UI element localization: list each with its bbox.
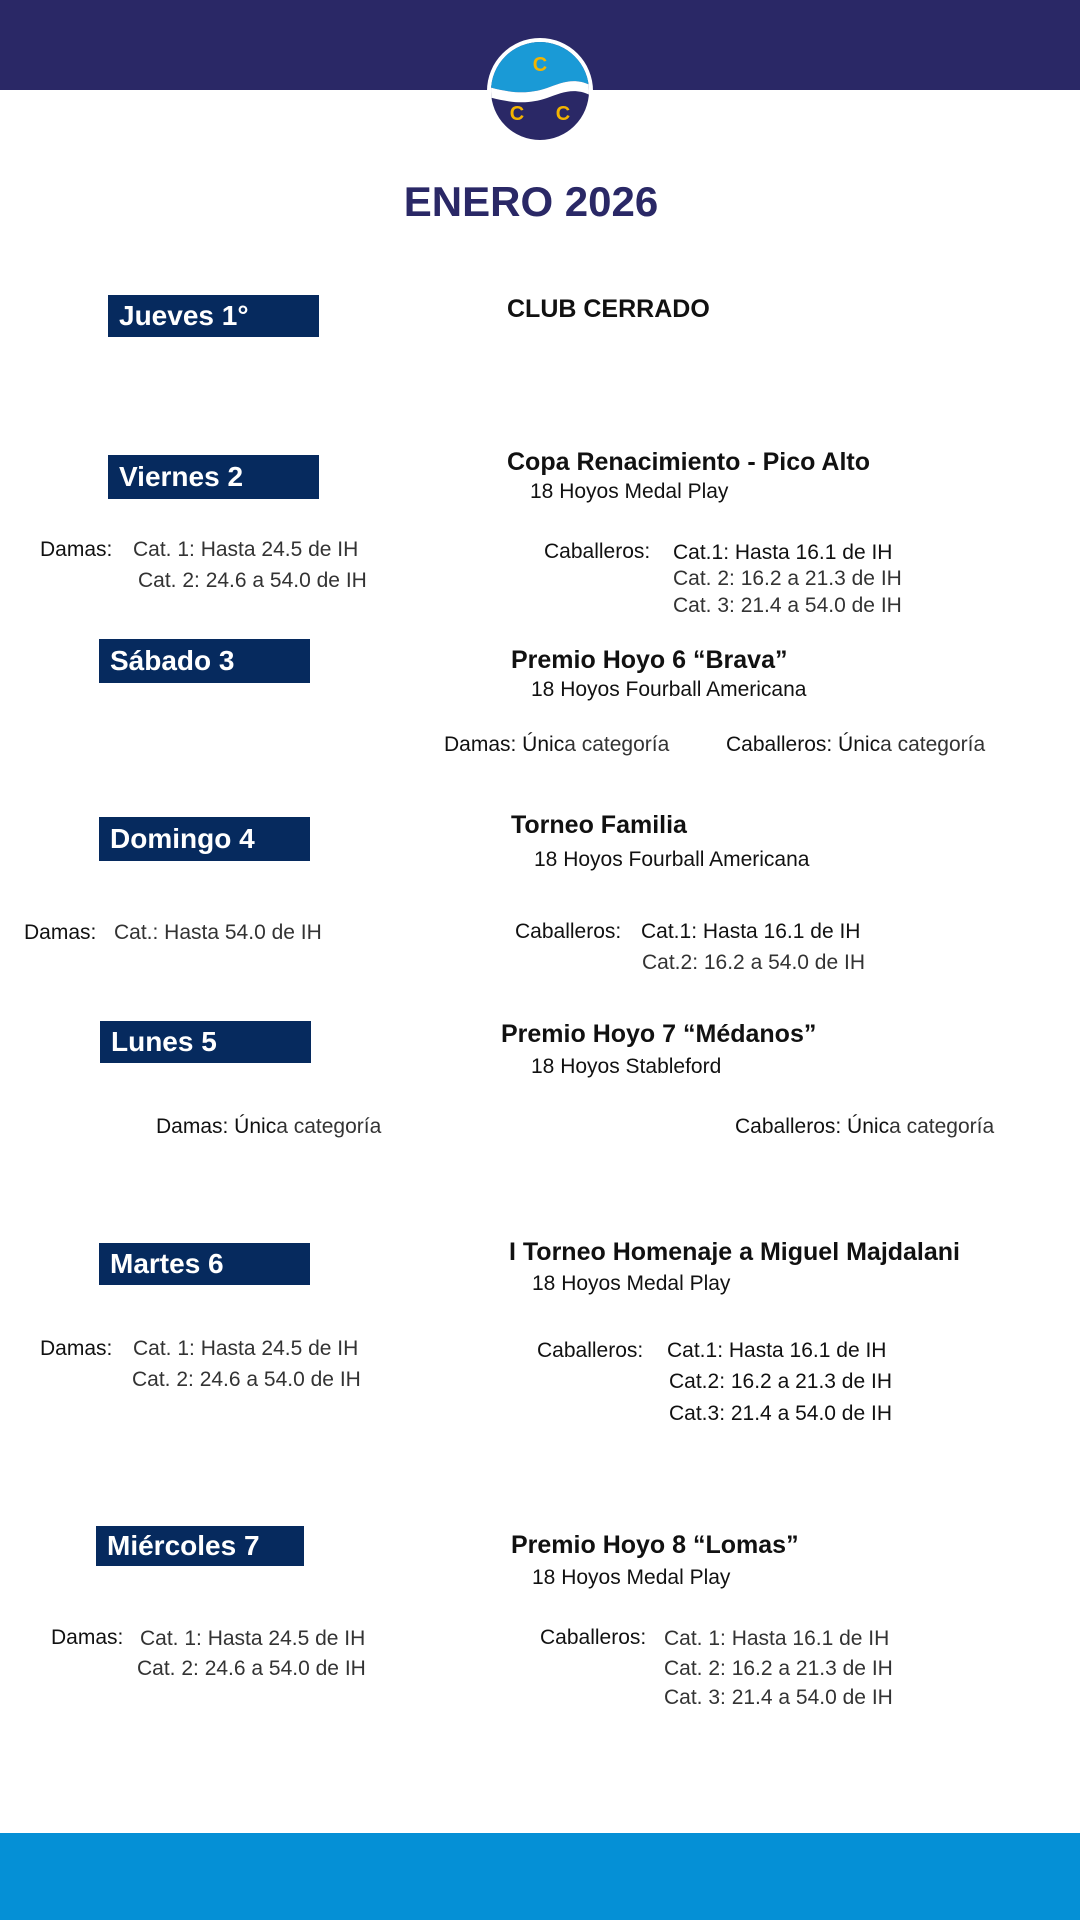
day-badge: Sábado 3 xyxy=(99,639,310,683)
caballeros-category: Cat. 2: 16.2 a 21.3 de IH xyxy=(664,1657,893,1680)
month-title: ENERO 2026 xyxy=(403,178,659,225)
event-title: Premio Hoyo 8 “Lomas” xyxy=(511,1531,799,1559)
event-format: 18 Hoyos Medal Play xyxy=(530,480,729,503)
damas-label: Damas: xyxy=(24,921,97,944)
logo-letter-right: C xyxy=(555,103,571,125)
damas-category: a categoría xyxy=(564,733,670,756)
damas-category: Cat. 2: 24.6 a 54.0 de IH xyxy=(137,1657,366,1680)
day-badge: Lunes 5 xyxy=(100,1021,311,1063)
caballeros-single-category xyxy=(726,733,985,757)
event-title: Torneo Familia xyxy=(511,811,687,839)
day-badge: Martes 6 xyxy=(99,1243,310,1285)
event-format: 18 Hoyos Fourball Americana xyxy=(534,848,810,871)
event-title: I Torneo Homenaje a Miguel Majdalani xyxy=(509,1238,961,1266)
damas-label: Damas: xyxy=(40,1337,113,1360)
caballeros-category: Cat.1: Hasta 16.1 de IH xyxy=(641,920,861,943)
caballeros-category: Cat.3: 21.4 a 54.0 de IH xyxy=(669,1402,892,1425)
event-format: 18 Hoyos Medal Play xyxy=(532,1272,731,1295)
logo-letter-left: C xyxy=(509,103,525,125)
caballeros-category: Cat.2: 16.2 a 21.3 de IH xyxy=(669,1370,892,1393)
damas-single-category xyxy=(444,733,669,757)
caballeros-label: Caballeros: Únic xyxy=(726,733,881,756)
caballeros-label: Caballeros: Únic xyxy=(735,1115,890,1138)
damas-category: Cat. 2: 24.6 a 54.0 de IH xyxy=(132,1368,361,1391)
caballeros-label: Caballeros: xyxy=(540,1626,647,1649)
caballeros-label: Caballeros: xyxy=(544,540,651,563)
damas-label: Damas: xyxy=(51,1626,124,1649)
day-badge: Viernes 2 xyxy=(108,455,319,499)
damas-category: Cat. 1: Hasta 24.5 de IH xyxy=(133,538,359,561)
caballeros-category: Cat. 3: 21.4 a 54.0 de IH xyxy=(664,1686,893,1709)
event-title: Premio Hoyo 7 “Médanos” xyxy=(501,1020,817,1048)
event-format: 18 Hoyos Stableford xyxy=(531,1055,722,1078)
ccc-wave-logo-icon xyxy=(485,36,595,146)
caballeros-label: Caballeros: xyxy=(537,1339,644,1362)
caballeros-category: Cat. 2: 16.2 a 21.3 de IH xyxy=(673,567,902,590)
day-badge: Miércoles 7 xyxy=(96,1526,304,1566)
logo-letter-top: C xyxy=(532,54,548,76)
caballeros-single-category xyxy=(735,1115,994,1139)
damas-category: Cat. 1: Hasta 24.5 de IH xyxy=(133,1337,359,1360)
caballeros-category: Cat. 1: Hasta 16.1 de IH xyxy=(664,1627,890,1650)
damas-single-category xyxy=(156,1115,381,1139)
damas-category: Cat. 2: 24.6 a 54.0 de IH xyxy=(138,569,367,592)
damas-label: Damas: Únic xyxy=(156,1115,277,1138)
caballeros-category: Cat.1: Hasta 16.1 de IH xyxy=(667,1339,887,1362)
event-format: 18 Hoyos Fourball Americana xyxy=(531,678,807,701)
event-title: CLUB CERRADO xyxy=(507,295,710,323)
damas-label: Damas: xyxy=(40,538,113,561)
caballeros-category: a categoría xyxy=(880,733,986,756)
damas-category: a categoría xyxy=(276,1115,382,1138)
caballeros-category: Cat.1: Hasta 16.1 de IH xyxy=(673,541,893,564)
day-badge: Domingo 4 xyxy=(99,817,310,861)
event-format: 18 Hoyos Medal Play xyxy=(532,1566,731,1589)
damas-category: Cat. 1: Hasta 24.5 de IH xyxy=(140,1627,366,1650)
damas-category: Cat.: Hasta 54.0 de IH xyxy=(114,921,322,944)
damas-label: Damas: Únic xyxy=(444,733,565,756)
caballeros-category: Cat.2: 16.2 a 54.0 de IH xyxy=(642,951,865,974)
event-title: Premio Hoyo 6 “Brava” xyxy=(511,646,788,674)
caballeros-category: a categoría xyxy=(889,1115,995,1138)
bottom-banner xyxy=(0,1833,1080,1920)
caballeros-category: Cat. 3: 21.4 a 54.0 de IH xyxy=(673,594,902,617)
caballeros-label: Caballeros: xyxy=(515,920,622,943)
day-badge: Jueves 1° xyxy=(108,295,319,337)
event-title: Copa Renacimiento - Pico Alto xyxy=(507,448,871,476)
